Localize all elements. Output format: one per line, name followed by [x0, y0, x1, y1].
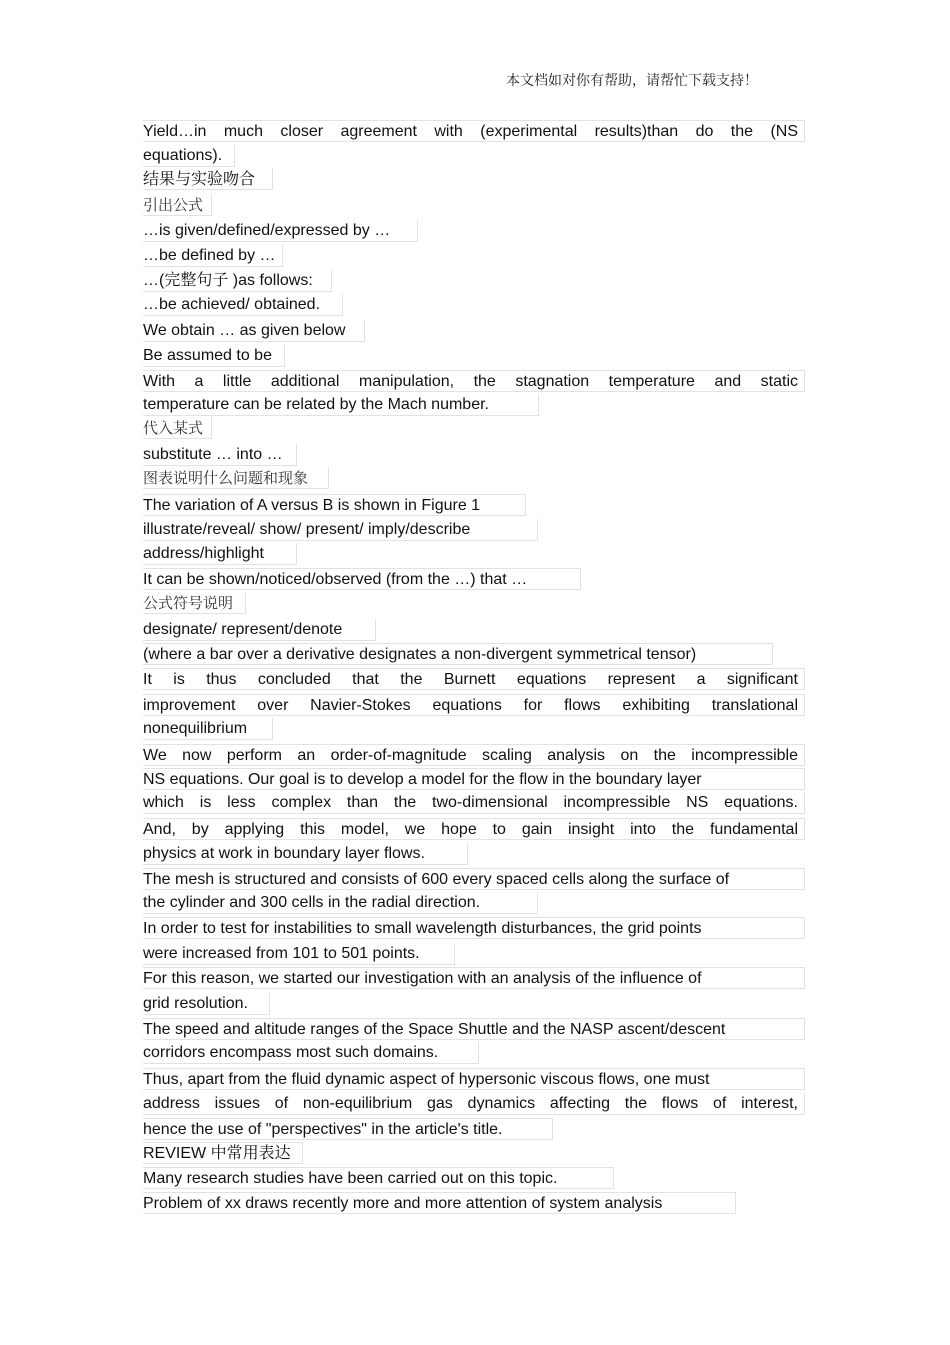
page-header-note: 本文档如对你有帮助，请帮忙下载支持！: [506, 73, 758, 89]
section-heading: REVIEW 中常用表达: [143, 1142, 303, 1164]
section-heading: 代入某式: [143, 417, 212, 439]
text-line: It can be shown/noticed/observed (from the …) that …: [143, 568, 581, 590]
text-line: address/highlight: [143, 543, 297, 565]
text-line: substitute … into …: [143, 444, 297, 466]
text-line: Many research studies have been carried out on this topic.: [143, 1167, 614, 1189]
text-line: improvement over Navier-Stokes equations for flows exhibiting translational: [143, 694, 805, 716]
text-line: equations).: [143, 145, 235, 167]
text-line: designate/ represent/denote: [143, 619, 376, 641]
text-line: the cylinder and 300 cells in the radial direction.: [143, 892, 538, 914]
text-line: …be defined by …: [143, 245, 283, 267]
section-heading: 图表说明什么问题和现象: [143, 467, 329, 489]
text-line: …(完整句子 )as follows:: [143, 270, 332, 292]
text-line: corridors encompass most such domains.: [143, 1042, 479, 1064]
text-line: which is less complex than the two-dimensional incompressible NS equations.: [143, 792, 805, 814]
text-line: …is given/defined/expressed by …: [143, 220, 418, 242]
text-line: grid resolution.: [143, 993, 270, 1015]
text-line: With a little additional manipulation, the stagnation temperature and static: [143, 370, 805, 392]
section-heading: 结果与实验吻合: [143, 168, 273, 190]
section-heading: 公式符号说明: [143, 592, 246, 614]
text-line: For this reason, we started our investigation with an analysis of the influence of: [143, 967, 805, 989]
text-line: In order to test for instabilities to small wavelength disturbances, the grid points: [143, 917, 805, 939]
text-line: temperature can be related by the Mach number.: [143, 394, 539, 416]
text-line: Thus, apart from the fluid dynamic aspect of hypersonic viscous flows, one must: [143, 1068, 805, 1090]
text-line: physics at work in boundary layer flows.: [143, 843, 468, 865]
text-line: nonequilibrium: [143, 718, 273, 740]
text-line: And, by applying this model, we hope to gain insight into the fundamental: [143, 818, 805, 840]
text-line: NS equations. Our goal is to develop a model for the flow in the boundary layer: [143, 768, 805, 790]
text-line: illustrate/reveal/ show/ present/ imply/describe: [143, 519, 538, 541]
text-line: (where a bar over a derivative designates a non-divergent symmetrical tensor): [143, 643, 773, 665]
text-line: Be assumed to be: [143, 345, 285, 367]
text-line: The speed and altitude ranges of the Space Shuttle and the NASP ascent/descent: [143, 1018, 805, 1040]
text-line: It is thus concluded that the Burnett equations represent a significant: [143, 668, 805, 690]
text-line: …be achieved/ obtained.: [143, 294, 343, 316]
text-line: address issues of non-equilibrium gas dynamics affecting the flows of interest,: [143, 1093, 805, 1115]
text-line: We now perform an order-of-magnitude scaling analysis on the incompressible: [143, 744, 805, 766]
section-heading: 引出公式: [143, 194, 212, 216]
text-line: were increased from 101 to 501 points.: [143, 943, 455, 965]
text-line: The variation of A versus B is shown in Figure 1: [143, 494, 526, 516]
text-line: The mesh is structured and consists of 600 every spaced cells along the surface of: [143, 868, 805, 890]
text-line: hence the use of "perspectives" in the article's title.: [143, 1118, 553, 1140]
text-line: Yield…in much closer agreement with (experimental results)than do the (NS: [143, 120, 805, 142]
text-line: Problem of xx draws recently more and more attention of system analysis: [143, 1192, 736, 1214]
text-line: We obtain … as given below: [143, 320, 365, 342]
